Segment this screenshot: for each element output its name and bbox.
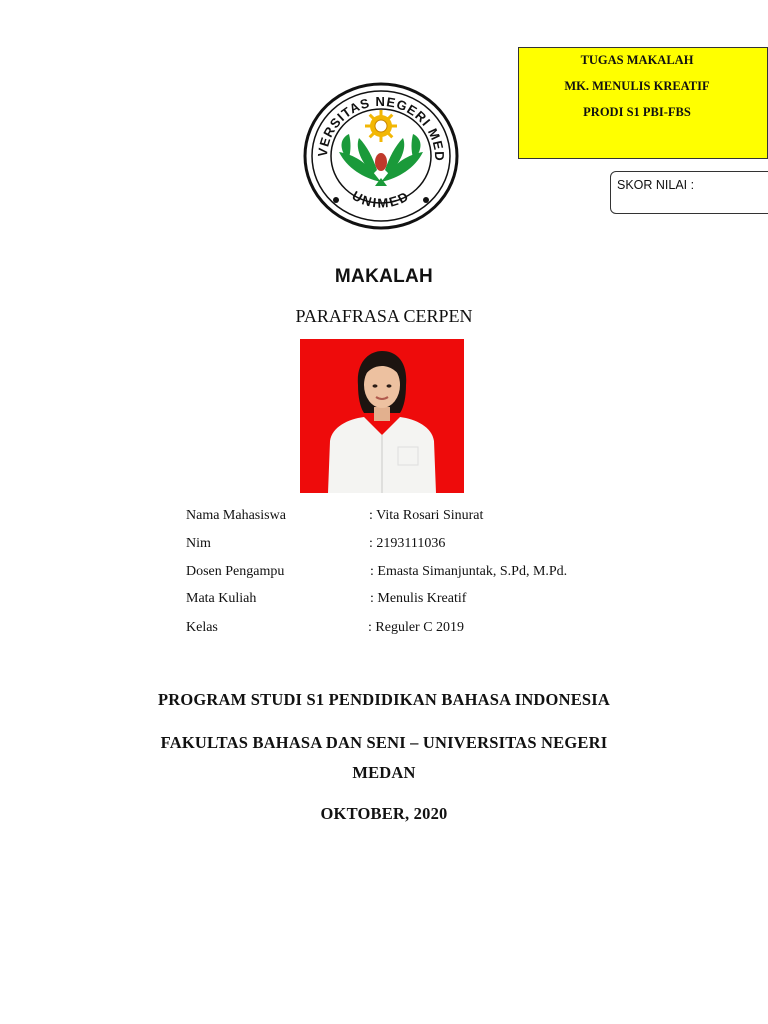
- info-value-nim: : 2193111036: [369, 536, 446, 551]
- document-subtitle: PARAFRASA CERPEN: [295, 306, 473, 326]
- task-line-2: MK. MENULIS KREATIF: [564, 79, 710, 93]
- student-photo: [300, 339, 464, 493]
- svg-text:UNIVERSITAS NEGERI MEDAN: VERSITAS NEGERI MED: [314, 93, 448, 162]
- document-title: MAKALAH: [334, 266, 434, 287]
- info-value-lecturer: : Emasta Simanjuntak, S.Pd, M.Pd.: [370, 564, 568, 579]
- info-label-course: Mata Kuliah: [186, 591, 257, 606]
- info-label-class: Kelas: [186, 620, 218, 635]
- info-value-course: : Menulis Kreatif: [370, 591, 467, 606]
- faculty-line-2: MEDAN: [352, 763, 416, 782]
- info-label-nim: Nim: [186, 536, 211, 551]
- university-logo: [303, 82, 459, 230]
- info-value-class: : Reguler C 2019: [368, 620, 465, 635]
- program-name: PROGRAM STUDI S1 PENDIDIKAN BAHASA INDONESIA: [157, 690, 611, 709]
- info-label-name: Nama Mahasiswa: [186, 508, 286, 523]
- task-line-3: PRODI S1 PBI-FBS: [583, 105, 691, 119]
- unimed-seal-icon: [303, 82, 459, 230]
- task-info-box: [518, 47, 768, 159]
- document-date: OKTOBER, 2020: [320, 804, 448, 823]
- faculty-line-1: FAKULTAS BAHASA DAN SENI – UNIVERSITAS NEGERI: [160, 733, 608, 752]
- score-label: SKOR NILAI :: [617, 178, 695, 192]
- task-line-1: TUGAS MAKALAH: [580, 53, 694, 67]
- info-value-name: : Vita Rosari Sinurat: [369, 508, 484, 523]
- student-portrait-icon: [300, 339, 464, 493]
- info-label-lecturer: Dosen Pengampu: [186, 564, 285, 579]
- svg-text:UNIMED: UNIMED: [349, 187, 413, 211]
- score-box: [610, 171, 768, 214]
